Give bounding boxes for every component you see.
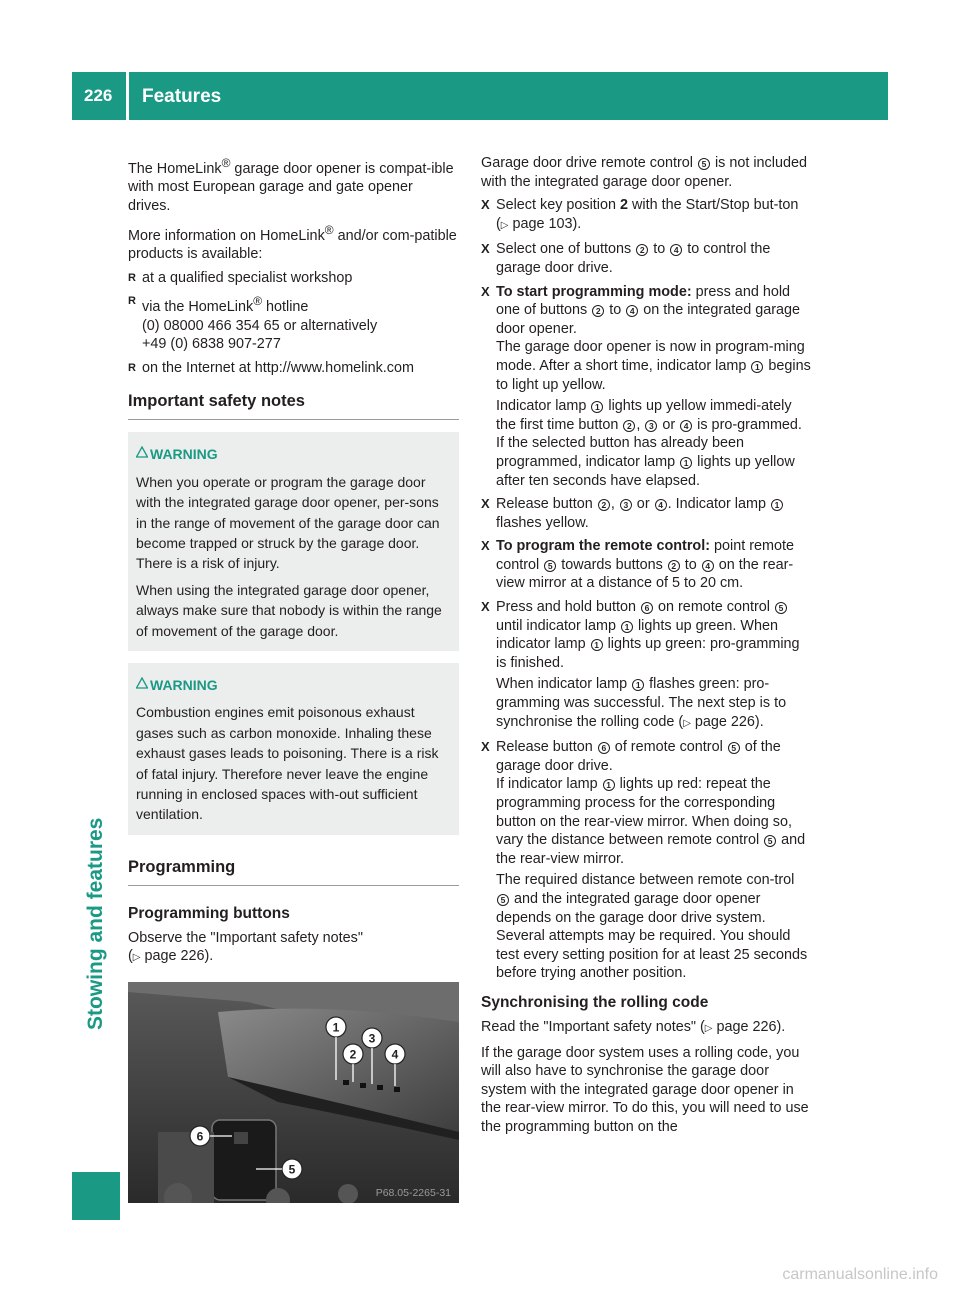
page-ref-arrow-icon: ▷ [683, 717, 691, 729]
step-item: X Press and hold button 6 on remote control 5 until indicator lamp 1 lights up green. When indicator lamp 1 lights up green: pro-gramming is finished. When indicator lamp 1 flashes green: pro-gramming was successful. The next step is to synchronise the rolling code (▷ page 226). [481, 598, 812, 733]
warning-box [128, 432, 459, 651]
right-column [481, 154, 812, 1142]
callout-3-icon: 3 [645, 420, 657, 432]
warning-triangle-icon [136, 446, 148, 458]
list-item: R via the HomeLink® hotline (0) 08000 466 354 65 or alternatively +49 (0) 6838 907-277 [128, 292, 459, 354]
step-item: X Select key position 2 with the Start/Stop but-ton (▷ page 103). [481, 196, 812, 235]
page-footer [0, 1228, 960, 1302]
left-column [128, 154, 459, 1203]
watermark-text: carmanualsonline.info [782, 1266, 938, 1283]
callout-5-icon: 5 [775, 602, 787, 614]
callout-4-icon: 4 [702, 560, 714, 572]
page-ref-arrow-icon: ▷ [704, 1022, 713, 1034]
callout-6-icon: 6 [598, 742, 610, 754]
callout-4-icon: 4 [626, 305, 638, 317]
callout-5-icon: 5 [728, 742, 740, 754]
sync-ref-paragraph: Read the "Important safety notes" (▷ page 226). [481, 1018, 786, 1035]
warning-header: WARNING [136, 444, 451, 464]
programming-heading: Programming [128, 857, 459, 886]
callout-2-icon: 2 [592, 305, 604, 317]
callout-2-icon: 2 [598, 499, 610, 511]
sync-paragraph: If the garage door system uses a rolling code, you will also have to synchronise the garage door system with the integrated garage door opener in the rear-view mirror. To do this, you will need to use the programming button on the [481, 1044, 809, 1135]
callout-5-label: 5 [288, 1162, 296, 1177]
warning-text: When you operate or program the garage door with the integrated garage door opener, per-sons in the range of movement of the garage door can become trapped or struck by the garage door. There is a risk of injury. [136, 473, 440, 572]
list-item: R on the Internet at http://www.homelink.com [128, 359, 459, 378]
warning-text: Combustion engines emit poisonous exhaust gases such as carbon monoxide. Inhaling these exhaust gases leads to poisoning. There is a risk of fatal injury. Therefore never leave the engine running in enclosed spaces with-out sufficient ventilation. [136, 704, 439, 823]
callout-1-label: 1 [332, 1020, 340, 1035]
warning-text: When using the integrated garage door opener, always make sure that nobody is within the range of movement of the garage door. [136, 581, 442, 639]
safety-heading: Important safety notes [128, 391, 459, 420]
callout-6-icon: 6 [641, 602, 653, 614]
callout-5-icon: 5 [544, 560, 556, 572]
callout-4-icon: 4 [680, 420, 692, 432]
callout-markers [128, 982, 459, 1203]
step-item: X To start programming mode: press and hold one of buttons 2 to 4 on the integrated garage door opener. The garage door opener is now in program-ming mode. After a short time, indicator lamp 1 begins to light up yellow. Indicator lamp 1 lights up yellow immedi-ately the first time button 2 , 3 or 4 is pro-grammed. If the selected button has already been programmed, indicator lamp 1 lights up yellow after ten seconds have elapsed. [481, 283, 812, 491]
callout-1-icon: 1 [751, 361, 763, 373]
callout-3-icon: 3 [620, 499, 632, 511]
info-paragraph: More information on HomeLink® and/or com-patible products is available: [128, 222, 457, 262]
observe-paragraph: Observe the "Important safety notes" (▷ page 226). [128, 929, 363, 965]
callout-2-icon: 2 [668, 560, 680, 572]
callout-5-icon: 5 [764, 835, 776, 847]
step-item: X Release button 6 of remote control 5 of the garage door drive. If indicator lamp 1 lights up red: repeat the programming process for the corresponding button on the rear-view mirror. When doing so, vary the distance between remote control 5 and the rear-view mirror. The required distance between remote con-trol 5 and the integrated garage door opener depends on the garage door drive system. Several attempts may be required. You should test every setting position for at least 25 seconds before trying another position. [481, 738, 812, 983]
callout-2-label: 2 [349, 1047, 357, 1062]
step-item: X Release button 2 , 3 or 4 . Indicator lamp 1 flashes yellow. [481, 495, 812, 532]
chapter-marker [72, 1172, 120, 1220]
intro-paragraph: Garage door drive remote control 5 is not included with the integrated garage door opener. [481, 155, 807, 190]
callout-5-icon: 5 [698, 158, 710, 170]
page-number: 226 [84, 86, 113, 105]
callout-4-label: 4 [391, 1047, 399, 1062]
callout-1-icon: 1 [632, 679, 644, 691]
callout-1-icon: 1 [680, 457, 692, 469]
callout-4-icon: 4 [655, 499, 667, 511]
warning-box [128, 663, 459, 835]
mirror-photo [128, 982, 459, 1203]
sync-heading: Synchronising the rolling code [481, 993, 709, 1011]
callout-5-icon: 5 [497, 894, 509, 906]
callout-3-label: 3 [368, 1031, 376, 1046]
callout-1-icon: 1 [603, 779, 615, 791]
warning-header: WARNING [136, 675, 451, 695]
warning-triangle-icon [136, 677, 148, 689]
page-ref-arrow-icon: ▷ [500, 219, 509, 231]
callout-2-icon: 2 [623, 420, 635, 432]
page-header [72, 72, 888, 120]
photo-reference-code: P68.05-2265-31 [375, 1187, 451, 1200]
callout-4-icon: 4 [670, 244, 682, 256]
callout-2-icon: 2 [636, 244, 648, 256]
page-ref-arrow-icon: ▷ [132, 952, 141, 964]
callout-6-label: 6 [196, 1129, 204, 1144]
list-item: R at a qualified specialist workshop [128, 269, 459, 288]
section-title: Features [142, 86, 222, 107]
callout-1-icon: 1 [621, 621, 633, 633]
callout-1-icon: 1 [771, 499, 783, 511]
chapter-label: Stowing and features [84, 817, 107, 1030]
buttons-heading: Programming buttons [128, 904, 290, 922]
callout-1-icon: 1 [591, 401, 603, 413]
callout-1-icon: 1 [591, 639, 603, 651]
intro-paragraph: The HomeLink® garage door opener is compat-ible with most European garage and gate opener drives. [128, 156, 454, 214]
step-item: X Select one of buttons 2 to 4 to control the garage door drive. [481, 240, 812, 277]
header-divider [126, 72, 129, 120]
step-item: X To program the remote control: point remote control 5 towards buttons 2 to 4 on the rear-view mirror at a distance of 5 to 20 cm. [481, 537, 812, 593]
